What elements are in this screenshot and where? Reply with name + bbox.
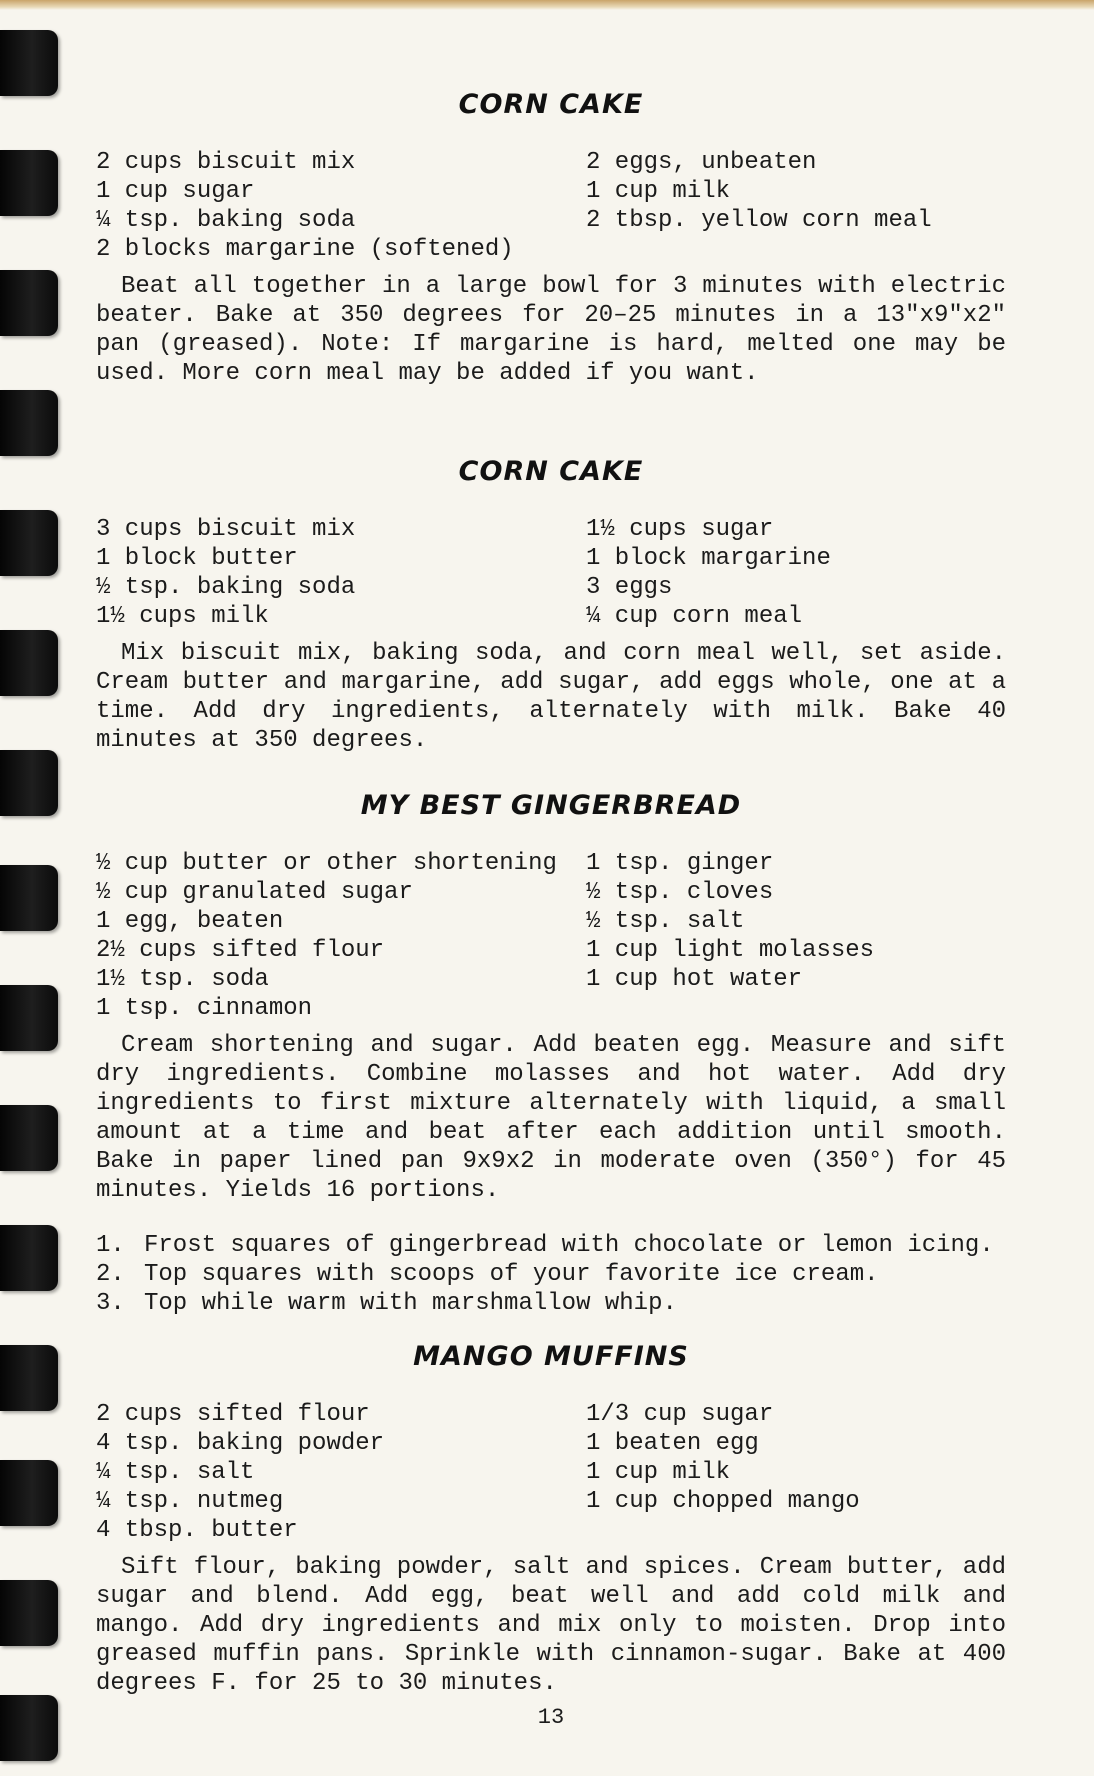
ingredient: 2 eggs, unbeaten: [586, 149, 817, 176]
binding-ring: [0, 865, 58, 931]
recipe-method: Sift flour, baking powder, salt and spices. Cream butter, add sugar and blend. Add egg, beat well and add cold milk and mango. Add dry ingredients and mix only to moisten. Drop into greased muffin pans. Sprinkle with cinnamon-sugar. Bake at 400 degrees F. for 25 to 30 minutes.: [96, 1554, 1006, 1697]
ingredient: ¼ tsp. salt: [96, 1459, 255, 1486]
ingredient: ½ tsp. salt: [586, 908, 745, 935]
ingredient: 1 beaten egg: [586, 1430, 759, 1457]
binding-ring: [0, 1225, 58, 1291]
ingredient: 1½ cups milk: [96, 603, 269, 630]
binding-ring: [0, 1580, 58, 1646]
recipe-title: CORN CAKE: [458, 456, 644, 487]
binding-ring: [0, 630, 58, 696]
binding-ring: [0, 750, 58, 816]
ingredient-column-right: [586, 849, 1006, 1023]
ingredient-column-left: [96, 515, 586, 631]
recipe-title: MY BEST GINGERBREAD: [360, 790, 742, 821]
ingredient: 3 eggs: [586, 574, 673, 601]
ingredient: 4 tsp. baking powder: [96, 1430, 385, 1457]
ingredient-column-right: [586, 148, 1006, 264]
binding-ring: [0, 985, 58, 1051]
binding-ring: [0, 1695, 58, 1761]
note-text: Top squares with scoops of your favorite ice cream.: [144, 1261, 879, 1288]
ingredient: 1 cup milk: [586, 1459, 731, 1486]
recipe-corn-cake-2: [96, 455, 1006, 755]
recipe-gingerbread: [96, 789, 1006, 1318]
serving-note: [96, 1260, 1006, 1289]
recipe-mango-muffins: [96, 1340, 1006, 1698]
ingredient: 1 egg, beaten: [96, 908, 284, 935]
serving-notes: [96, 1231, 1006, 1318]
serving-note: [96, 1289, 1006, 1318]
ingredient: 1 cup light molasses: [586, 937, 875, 964]
ingredient: 2 cups sifted flour: [96, 1401, 370, 1428]
recipe-method: Beat all together in a large bowl for 3 minutes with electric beater. Bake at 350 degrees for 20–25 minutes in a 13"x9"x2" pan (greased). Note: If margarine is hard, melted one may be used. More corn meal may be added if you want.: [96, 273, 1006, 387]
spiral-binding: [0, 0, 70, 1776]
ingredient: 3 cups biscuit mix: [96, 516, 356, 543]
ingredient: 1 tsp. cinnamon: [96, 995, 313, 1022]
recipe-title: MANGO MUFFINS: [413, 1341, 689, 1372]
note-number: 3.: [96, 1290, 125, 1317]
ingredient-column-left: [96, 1400, 586, 1545]
ingredient-column-right: [586, 515, 1006, 631]
ingredient: ¼ tsp. nutmeg: [96, 1488, 284, 1515]
ingredient: ½ tsp. cloves: [586, 879, 774, 906]
binding-ring: [0, 390, 58, 456]
ingredient: 1 cup chopped mango: [586, 1488, 860, 1515]
ingredient: 1 cup milk: [586, 178, 731, 205]
ingredient-list: [96, 1400, 1006, 1545]
binding-ring: [0, 150, 58, 216]
ingredient-list: [96, 849, 1006, 1023]
note-number: 2.: [96, 1261, 125, 1288]
ingredient: ¼ cup corn meal: [586, 603, 803, 630]
ingredient: 2 tbsp. yellow corn meal: [586, 207, 932, 234]
ingredient-column-left: [96, 148, 586, 264]
ingredient: 1 block butter: [96, 545, 298, 572]
ingredient: 2½ cups sifted flour: [96, 937, 385, 964]
ingredient: ¼ tsp. baking soda: [96, 207, 356, 234]
binding-ring: [0, 30, 58, 96]
ingredient: 1 block margarine: [586, 545, 831, 572]
ingredient: ½ tsp. baking soda: [96, 574, 356, 601]
binding-ring: [0, 1105, 58, 1171]
ingredient: ½ cup granulated sugar: [96, 879, 413, 906]
binding-ring: [0, 270, 58, 336]
note-number: 1.: [96, 1232, 125, 1259]
binding-ring: [0, 1460, 58, 1526]
binding-ring: [0, 510, 58, 576]
ingredient: 1 cup sugar: [96, 178, 255, 205]
note-text: Frost squares of gingerbread with chocolate or lemon icing.: [144, 1232, 994, 1259]
ingredient: ½ cup butter or other shortening: [96, 850, 557, 877]
page-top-edge: [0, 0, 1094, 10]
recipe-method: Cream shortening and sugar. Add beaten egg. Measure and sift dry ingredients. Combine molasses and hot water. Add dry ingredients to first mixture alternately with liquid, a small amount at a time and beat after each addition until smooth. Bake in paper lined pan 9x9x2 in moderate oven (350°) for 45 minutes. Yields 16 portions.: [96, 1032, 1006, 1204]
ingredient: 1/3 cup sugar: [586, 1401, 774, 1428]
ingredient: 2 blocks margarine (softened): [96, 236, 514, 263]
serving-note: [96, 1231, 1006, 1260]
ingredient: 2 cups biscuit mix: [96, 149, 356, 176]
ingredient: 4 tbsp. butter: [96, 1517, 298, 1544]
note-text: Top while warm with marshmallow whip.: [144, 1290, 677, 1317]
ingredient-column-right: [586, 1400, 1006, 1545]
recipe-title: CORN CAKE: [458, 89, 644, 120]
binding-ring: [0, 1345, 58, 1411]
ingredient-list: [96, 515, 1006, 631]
ingredient: 1 tsp. ginger: [586, 850, 774, 877]
recipe-corn-cake-1: [96, 88, 1006, 388]
recipe-method: Mix biscuit mix, baking soda, and corn meal well, set aside. Cream butter and margarine, add sugar, add eggs whole, one at a time. Add dry ingredients, alternately with milk. Bake 40 minutes at 350 degrees.: [96, 640, 1006, 754]
ingredient: 1 cup hot water: [586, 966, 803, 993]
page-number: 13: [537, 1705, 565, 1730]
ingredient: 1½ tsp. soda: [96, 966, 269, 993]
ingredient-list: [96, 148, 1006, 264]
ingredient: 1½ cups sugar: [586, 516, 774, 543]
ingredient-column-left: [96, 849, 586, 1023]
